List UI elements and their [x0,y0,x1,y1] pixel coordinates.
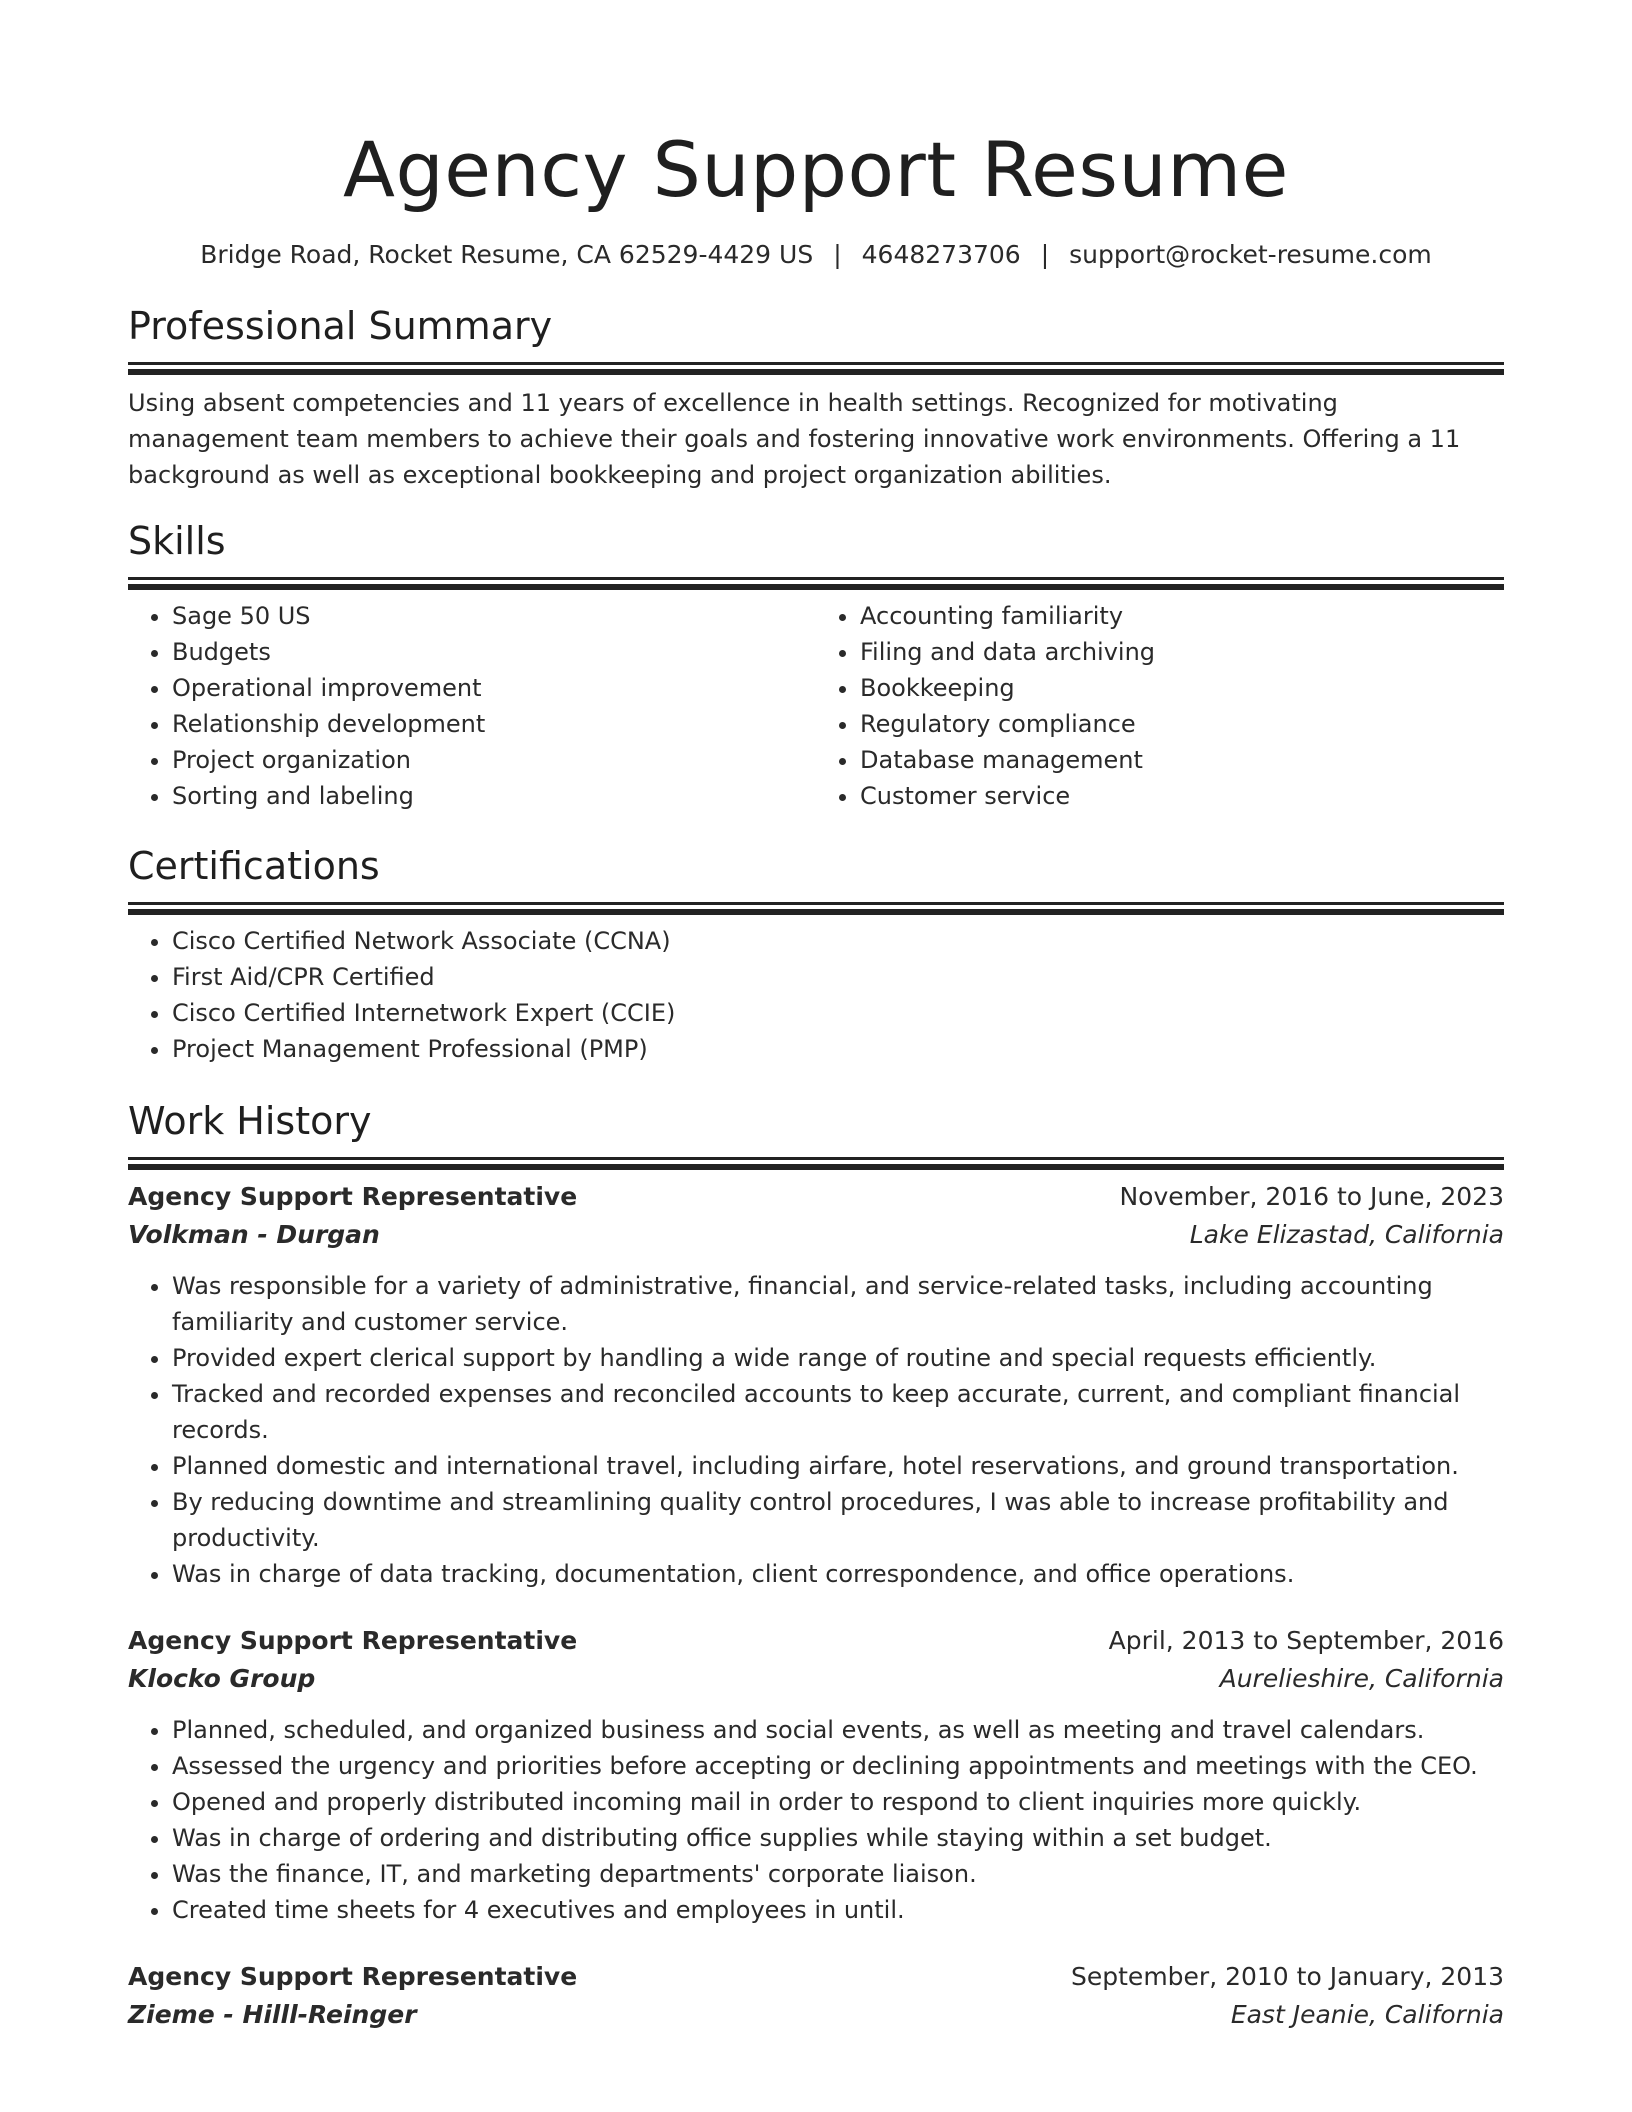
job-bullet: • Was in charge of data tracking, documentation, client correspondence, and office operations. [172,1556,1504,1592]
skill-item: • Filing and data archiving [860,634,1504,670]
skills-right-list [816,598,1504,814]
certifications-list [128,923,1504,1067]
section-divider [128,902,1504,905]
skill-item: • Project organization [172,742,816,778]
contact-separator: | [1040,240,1050,269]
skill-item: • Sage 50 US [172,598,816,634]
job-subheader [128,1216,1504,1254]
job-dates: November, 2016 to June, 2023 [1119,1182,1504,1211]
skill-item: • Regulatory compliance [860,706,1504,742]
job-location: Lake Elizastad, California [1189,1220,1504,1249]
certification-item: • Project Management Professional (PMP) [172,1031,1504,1067]
section-heading-certifications: Certifications [128,844,380,888]
job-company: Zieme - Hilll-Reinger [128,2000,417,2029]
skill-item: • Sorting and labeling [172,778,816,814]
work-history-section [128,1097,1504,2034]
summary-section [128,302,1504,493]
job-title: Agency Support Representative [128,1962,578,1991]
job-title: Agency Support Representative [128,1182,578,1211]
section-heading-skills: Skills [128,519,226,563]
certification-item: • Cisco Certified Internetwork Expert (CCIE) [172,995,1504,1031]
skill-item: • Bookkeeping [860,670,1504,706]
skill-item: • Relationship development [172,706,816,742]
job-location: Aurelieshire, California [1219,1664,1504,1693]
job-title: Agency Support Representative [128,1626,578,1655]
skill-item: • Customer service [860,778,1504,814]
job-bullets [128,1712,1504,1928]
skill-item: • Database management [860,742,1504,778]
summary-text: Using absent competencies and 11 years of excellence in health settings. Recognized for motivating management team members to achieve their goals and fostering innovative work environments. Offering a 11 background as well as exceptional bookkeeping and project organization abilities. [128,389,1461,489]
skill-item: • Accounting familiarity [860,598,1504,634]
job-bullet: • Tracked and recorded expenses and reconciled accounts to keep accurate, current, and compliant financial records. [172,1376,1504,1448]
job-header [128,1958,1504,1996]
job-header [128,1178,1504,1216]
job-dates: April, 2013 to September, 2016 [1108,1626,1504,1655]
certifications-section [128,842,1504,1067]
job-subheader [128,1660,1504,1698]
job-bullet: • Provided expert clerical support by handling a wide range of routine and special requests efficiently. [172,1340,1504,1376]
job-bullet: • Assessed the urgency and priorities before accepting or declining appointments and meetings with the CEO. [172,1748,1504,1784]
job-company: Klocko Group [128,1664,316,1693]
skills-section [128,517,1504,814]
contact-line [128,238,1504,272]
job-entry [128,1958,1504,2034]
contact-phone: 4648273706 [861,240,1021,269]
skills-columns [128,598,1504,814]
job-bullet: • Planned, scheduled, and organized business and social events, as well as meeting and travel calendars. [172,1712,1504,1748]
skills-left-list [128,598,816,814]
section-divider [128,577,1504,580]
certification-item: • Cisco Certified Network Associate (CCNA) [172,923,1504,959]
job-subheader [128,1996,1504,2034]
section-divider [128,1157,1504,1160]
contact-address: Bridge Road, Rocket Resume, CA 62529-4429 US [200,240,814,269]
job-bullet: • By reducing downtime and streamlining quality control procedures, I was able to increase profitability and productivity. [172,1484,1504,1556]
job-bullet: • Was in charge of ordering and distributing office supplies while staying within a set budget. [172,1820,1504,1856]
contact-separator: | [833,240,842,269]
certification-item: • First Aid/CPR Certified [172,959,1504,995]
job-header [128,1622,1504,1660]
job-bullet: • Planned domestic and international travel, including airfare, hotel reservations, and ground transportation. [172,1448,1504,1484]
skill-item: • Operational improvement [172,670,816,706]
job-bullet: • Created time sheets for 4 executives and employees in until. [172,1892,1504,1928]
job-bullet: • Opened and properly distributed incoming mail in order to respond to client inquiries more quickly. [172,1784,1504,1820]
job-location: East Jeanie, California [1230,2000,1504,2029]
contact-email: support@rocket-resume.com [1069,240,1432,269]
job-bullet: • Was responsible for a variety of administrative, financial, and service-related tasks, including accounting familiarity and customer service. [172,1268,1504,1340]
skill-item: • Budgets [172,634,816,670]
job-bullet: • Was the finance, IT, and marketing departments' corporate liaison. [172,1856,1504,1892]
job-bullets [128,1268,1504,1592]
resume-title: Agency Support Resume [343,125,1289,214]
section-divider [128,362,1504,365]
job-dates: September, 2010 to January, 2013 [1071,1962,1504,1991]
job-entry [128,1178,1504,1592]
section-heading-work-history: Work History [128,1099,372,1143]
job-entry [128,1622,1504,1928]
job-company: Volkman - Durgan [128,1220,380,1249]
section-heading-summary: Professional Summary [128,304,553,348]
